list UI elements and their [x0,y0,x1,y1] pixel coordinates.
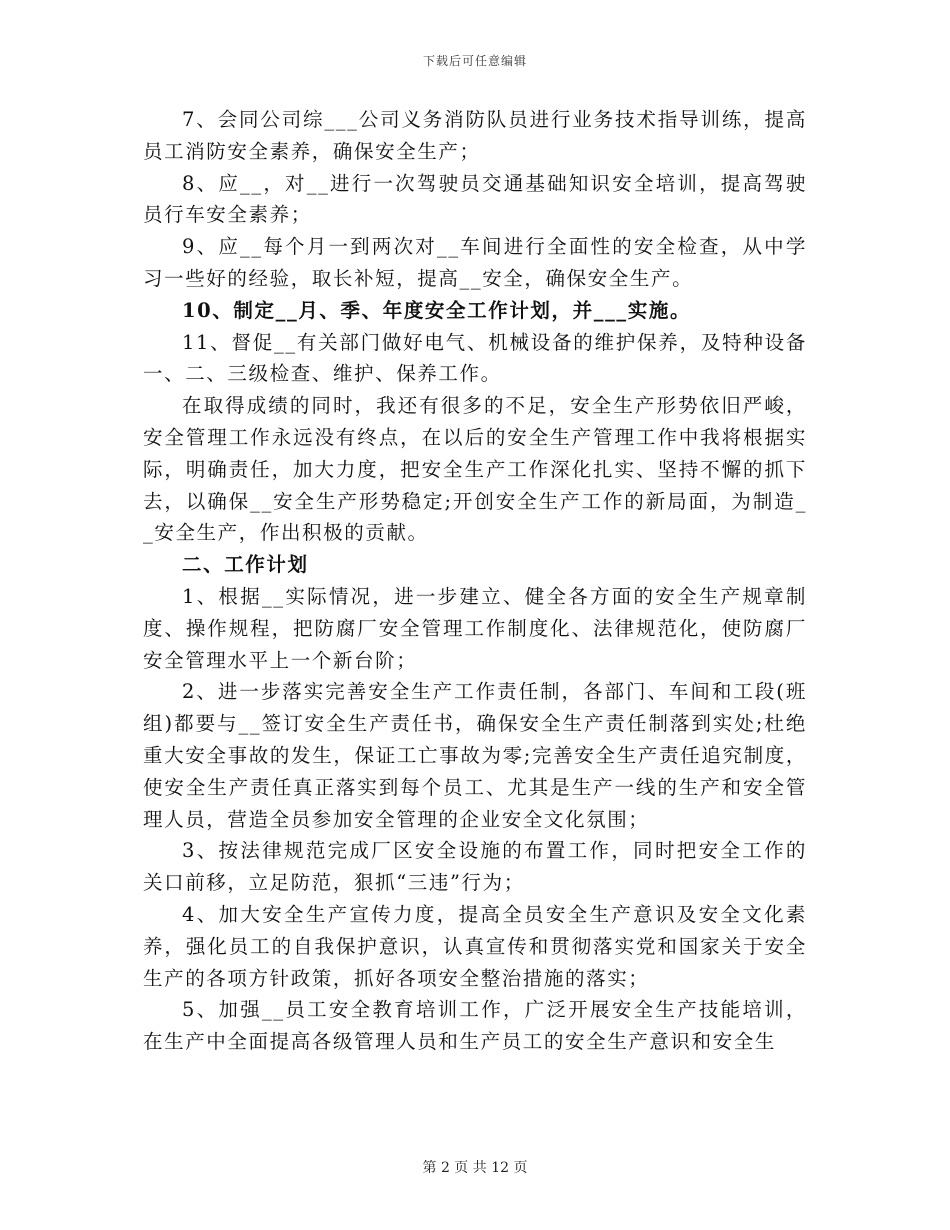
paragraph-summary: 在取得成绩的同时，我还有很多的不足，安全生产形势依旧严峻，安全管理工作永远没有终点，在以后的安全生产管理工作中我将根据实际，明确责任，加大力度，把安全生产工作深化扎实、坚持不懈的抓下去，以确保__安全生产形势稳定;开创安全生产工作的新局面，为制造__安全生产，作出积极的贡献。 [143,394,807,545]
document-body [143,104,807,1058]
plan-item-4: 4、加大安全生产宣传力度，提高全员安全生产意识及安全文化素养，强化员工的自我保护意识，认真宣传和贯彻落实党和国家关于安全生产的各项方针政策，抓好各项安全整治措施的落实； [143,902,807,990]
paragraph-item-10: 10、制定__月、季、年度安全工作计划，并___实施。 [182,298,692,322]
section-heading-work-plan: 二、工作计划 [182,553,309,577]
plan-item-2: 2、进一步落实完善安全生产工作责任制，各部门、车间和工段(班组)都要与__签订安全生产责任书，确保安全生产责任制落到实处;杜绝重大安全事故的发生，保证工亡事故为零;完善安全生产责任追究制度，使安全生产责任真正落实到每个员工、尤其是生产一线的生产和安全管理人员，营造全员参加安全管理的企业安全文化氛围； [143,680,807,831]
paragraph-item-7: 7、会同公司综___公司义务消防队员进行业务技术指导训练，提高员工消防安全素养，确保安全生产； [143,108,807,163]
page-header: 下载后可任意编辑 [422,54,527,68]
plan-item-3: 3、按法律规范完成厂区安全设施的布置工作，同时把安全工作的关口前移，立足防范，狠抓“三违”行为； [143,839,807,895]
paragraph-item-11: 11、督促__有关部门做好电气、机械设备的维护保养，及特种设备一、二、三级检查、维护、保养工作。 [143,330,807,386]
plan-item-5: 5、加强__员工安全教育培训工作，广泛开展安全生产技能培训，在生产中全面提高各级管理人员和生产员工的安全生产意识和安全生 [143,998,807,1054]
paragraph-item-9: 9、应__每个月一到两次对__车间进行全面性的安全检查，从中学习一些好的经验，取长补短，提高__安全，确保安全生产。 [143,235,807,290]
page-footer: 第 2 页 共 12 页 [422,1160,528,1176]
paragraph-item-8: 8、应__，对__进行一次驾驶员交通基础知识安全培训，提高驾驶员行车安全素养； [143,171,807,227]
plan-item-1: 1、根据__实际情况，进一步建立、健全各方面的安全生产规章制度、操作规程，把防腐厂安全管理工作制度化、法律规范化，使防腐厂安全管理水平上一个新台阶； [143,584,807,672]
